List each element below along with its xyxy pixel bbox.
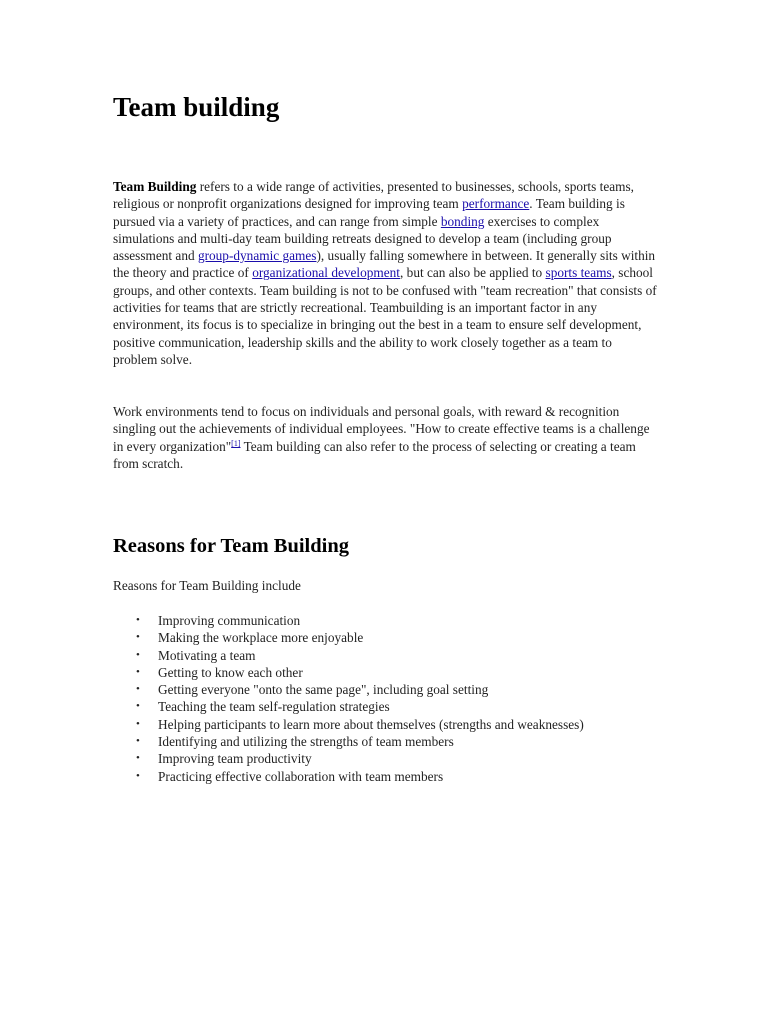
- text-run: . Team building is pursued via a variety of practices, and can range from simple: [113, 196, 625, 229]
- text-run: exercises to complex simulations and multi-day team building retreats designed to develop a team (including group assessment and: [113, 213, 612, 264]
- section-heading: Reasons for Team Building: [113, 535, 350, 557]
- list-item-text: Improving communication: [158, 613, 301, 628]
- bullet-icon: •: [136, 717, 140, 730]
- list-item-text: Making the workplace more enjoyable: [158, 630, 364, 646]
- list-item: [136, 768, 584, 785]
- list-item: [136, 612, 584, 629]
- reasons-list: [113, 612, 584, 785]
- bullet-icon: •: [136, 700, 140, 713]
- text-run: Team building can also refer to the process of selecting or creating a team from scratch.: [113, 438, 636, 471]
- page-title: Team building: [113, 92, 280, 122]
- list-item: [136, 716, 584, 733]
- list-item-text: Identifying and utilizing the strengths of team members: [158, 734, 454, 750]
- section-intro: Reasons for Team Building include: [113, 578, 301, 593]
- bullet-icon: •: [136, 735, 140, 748]
- list-item: [136, 750, 584, 767]
- link-organizational-development[interactable]: organizational development: [252, 265, 401, 281]
- list-item-text: Improving team productivity: [158, 751, 312, 767]
- bold-lead: Team Building: [113, 179, 197, 194]
- link-sports-teams[interactable]: sports teams: [545, 265, 612, 281]
- list-item: [136, 681, 584, 698]
- bullet-icon: •: [136, 631, 140, 644]
- bullet-icon: •: [136, 614, 140, 626]
- list-item: [136, 733, 584, 750]
- bullet-icon: •: [136, 665, 140, 678]
- intro-paragraph: [113, 178, 658, 368]
- work-environments-paragraph: [113, 403, 658, 472]
- list-item-text: Teaching the team self-regulation strategies: [158, 699, 390, 715]
- link-performance[interactable]: performance: [462, 196, 530, 212]
- bullet-icon: •: [136, 769, 140, 782]
- text-run: , but can also be applied to: [400, 265, 546, 281]
- list-item-text: Motivating a team: [158, 647, 256, 663]
- list-item-text: Practicing effective collaboration with team members: [158, 768, 444, 784]
- link-bonding[interactable]: bonding: [440, 213, 485, 229]
- text-run: ), usually falling somewhere in between. It generally sits within the theory and practice of: [113, 248, 656, 281]
- bullet-icon: •: [136, 752, 140, 765]
- list-item-text: Getting to know each other: [158, 664, 303, 680]
- text-run: refers to a wide range of activities, presented to businesses, schools, sports teams, religious or nonprofit organizations designed for improving team: [113, 179, 634, 212]
- list-item-text: Helping participants to learn more about themselves (strengths and weaknesses): [158, 716, 584, 732]
- list-item: [136, 698, 584, 715]
- list-item: [136, 629, 584, 646]
- footnote-link[interactable]: [1]: [231, 438, 241, 448]
- link-group-dynamic-games[interactable]: group-dynamic games: [197, 248, 317, 264]
- bullet-icon: •: [136, 648, 140, 661]
- list-item: [136, 647, 584, 664]
- text-run: Work environments tend to focus on individuals and personal goals, with reward & recognition singling out the achievements of individual employees. "How to create effective teams is a challenge in every organization": [113, 404, 650, 454]
- bullet-icon: •: [136, 683, 140, 696]
- text-run: , school groups, and other contexts. Team building is not to be confused with "team recreation" that consists of activities for teams that are strictly recreational. Teambuilding is an important factor in any environment, its focus is to specialize in bringing out the best in a team to ensure self development, positive communication, leadership skills and the ability to work closely together as a team to problem solve.: [113, 265, 657, 367]
- list-item: [136, 664, 584, 681]
- list-item-text: Getting everyone "onto the same page", including goal setting: [158, 682, 489, 698]
